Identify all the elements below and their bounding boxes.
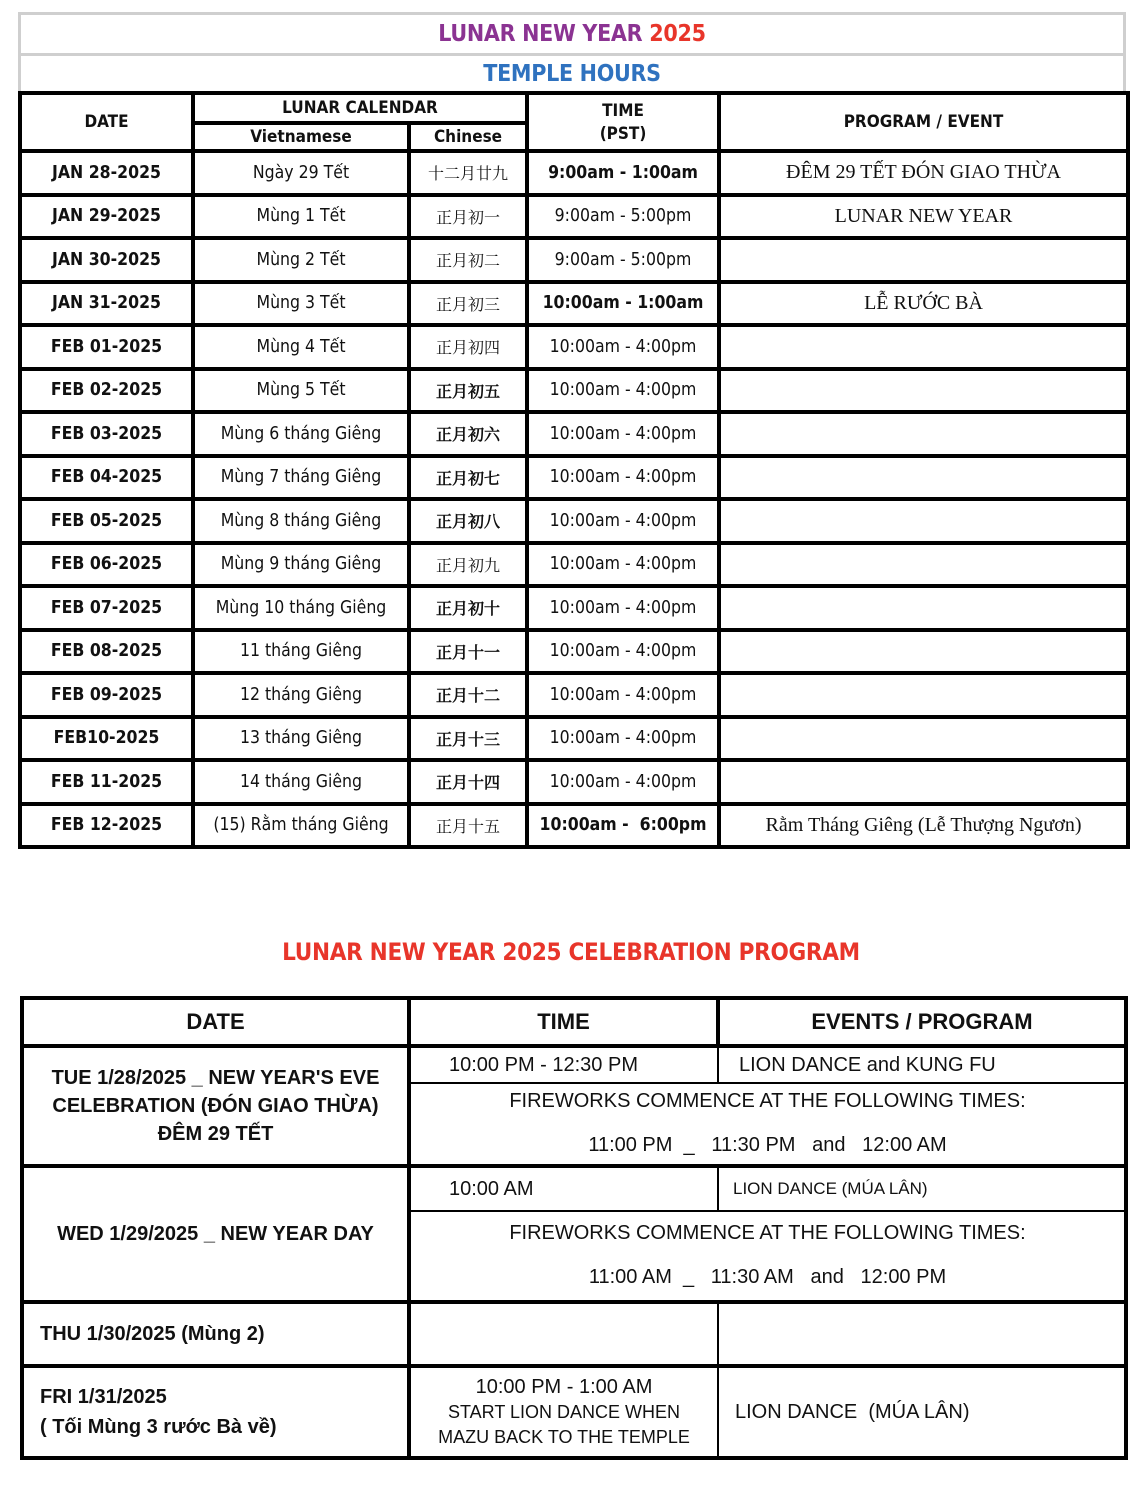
hours-time-cell: 10:00am - 1:00am [527,282,719,326]
hours-row [20,195,1128,239]
subtitle-box [18,53,1126,91]
hours-time-cell: 10:00am - 4:00pm [527,586,719,630]
hours-chinese-cell: 十二月廿九 [409,151,527,195]
program-time-fri-line2: START LION DANCE WHEN [447,1401,681,1422]
hours-event-cell [719,543,1128,587]
hours-time-cell: 9:00am - 1:00am [527,151,719,195]
hours-chinese-cell: 正月初四 [409,325,527,369]
program-event-thu [718,1302,1126,1366]
program-event-fri: LION DANCE (MÚA LÂN) [718,1366,1126,1458]
hours-time-cell: 10:00am - 4:00pm [527,717,719,761]
hours-time-cell: 9:00am - 5:00pm [527,195,719,239]
hours-event-cell: Rằm Tháng Giêng (Lễ Thượng Ngươn) [719,804,1128,848]
hours-date-cell: FEB 07-2025 [20,586,193,630]
hours-chinese-cell: 正月初五 [409,369,527,413]
hours-event-cell: ĐÊM 29 TẾT ĐÓN GIAO THỪA [719,151,1128,195]
temple-hours-subtitle: TEMPLE HOURS [483,60,661,87]
hours-chinese-cell: 正月初十 [409,586,527,630]
hours-vietnamese-cell: Mùng 10 tháng Giêng [193,586,409,630]
program-date-fri [22,1366,409,1458]
hours-chinese-cell: 正月十一 [409,630,527,674]
hours-event-cell [719,717,1128,761]
hours-date-cell: JAN 28-2025 [20,151,193,195]
program-date-tue-line2: CELEBRATION (ĐÓN GIAO THỪA) [52,1095,379,1117]
header-lunar-calendar: LUNAR CALENDAR [193,93,527,123]
hours-time-cell: 10:00am - 4:00pm [527,412,719,456]
hours-vietnamese-cell: Mùng 4 Tết [193,325,409,369]
main-title-box [18,12,1126,53]
hours-row [20,804,1128,848]
program-time-fri-line3: MAZU BACK TO THE TEMPLE [438,1426,690,1447]
hours-date-cell: FEB 04-2025 [20,456,193,500]
hours-vietnamese-cell: 13 tháng Giêng [193,717,409,761]
program-date-tue-line3: ĐÊM 29 TẾT [157,1123,274,1145]
hours-row [20,760,1128,804]
hours-row [20,238,1128,282]
hours-chinese-cell: 正月十二 [409,673,527,717]
hours-time-cell: 10:00am - 4:00pm [527,499,719,543]
fireworks-times-tue: 11:00 PM _ 11:30 PM and 12:00 AM [588,1134,947,1156]
hours-event-cell [719,325,1128,369]
hours-row [20,630,1128,674]
program-date-tue-line1: TUE 1/28/2025 _ NEW YEAR'S EVE [51,1067,380,1089]
program-date-tue [22,1046,409,1166]
header-time-line1: TIME [602,100,644,121]
main-title: LUNAR NEW YEAR [438,21,643,47]
hours-chinese-cell: 正月十三 [409,717,527,761]
program-header-time: TIME [409,998,718,1046]
hours-chinese-cell: 正月十四 [409,760,527,804]
hours-vietnamese-cell: Mùng 7 tháng Giêng [193,456,409,500]
hours-event-cell [719,238,1128,282]
hours-vietnamese-cell: Mùng 9 tháng Giêng [193,543,409,587]
celebration-program-table [20,996,1128,1460]
hours-vietnamese-cell: (15) Rằm tháng Giêng [193,804,409,848]
header-time-line2: (PST) [599,123,647,144]
hours-date-cell: FEB 01-2025 [20,325,193,369]
hours-row [20,673,1128,717]
program-date-wed: WED 1/29/2025 _ NEW YEAR DAY [22,1166,409,1302]
program-header-date: DATE [22,998,409,1046]
hours-date-cell: JAN 31-2025 [20,282,193,326]
hours-row [20,151,1128,195]
hours-vietnamese-cell: 11 tháng Giêng [193,630,409,674]
program-event-wed: LION DANCE (MÚA LÂN) [718,1166,1126,1211]
hours-time-cell: 10:00am - 4:00pm [527,673,719,717]
header-time [527,93,719,151]
hours-time-cell: 9:00am - 5:00pm [527,238,719,282]
hours-row [20,586,1128,630]
hours-chinese-cell: 正月十五 [409,804,527,848]
program-time-thu [409,1302,718,1366]
hours-event-cell [719,586,1128,630]
fireworks-label-tue: FIREWORKS COMMENCE AT THE FOLLOWING TIMES: [509,1090,1026,1112]
hours-time-cell: 10:00am - 6:00pm [527,804,719,848]
hours-vietnamese-cell: Mùng 6 tháng Giêng [193,412,409,456]
program-time-tue: 10:00 PM - 12:30 PM [409,1046,718,1083]
hours-event-cell: LỄ RƯỚC BÀ [719,282,1128,326]
celebration-program-title: LUNAR NEW YEAR 2025 CELEBRATION PROGRAM [282,938,860,966]
hours-event-cell [719,673,1128,717]
hours-event-cell: LUNAR NEW YEAR [719,195,1128,239]
program-row-fri [22,1366,1126,1458]
hours-vietnamese-cell: Mùng 3 Tết [193,282,409,326]
program-header-events: EVENTS / PROGRAM [718,998,1126,1046]
hours-time-cell: 10:00am - 4:00pm [527,760,719,804]
hours-vietnamese-cell: Mùng 1 Tết [193,195,409,239]
hours-time-cell: 10:00am - 4:00pm [527,543,719,587]
header-program-event: PROGRAM / EVENT [719,93,1128,151]
hours-time-cell: 10:00am - 4:00pm [527,630,719,674]
hours-event-cell [719,630,1128,674]
hours-event-cell [719,760,1128,804]
main-title-year: 2025 [649,21,706,47]
hours-chinese-cell: 正月初八 [409,499,527,543]
hours-vietnamese-cell: Mùng 8 tháng Giêng [193,499,409,543]
temple-hours-table [18,91,1130,849]
fireworks-label-wed: FIREWORKS COMMENCE AT THE FOLLOWING TIMES: [509,1222,1026,1244]
hours-vietnamese-cell: Mùng 5 Tết [193,369,409,413]
hours-chinese-cell: 正月初三 [409,282,527,326]
hours-date-cell: FEB 02-2025 [20,369,193,413]
program-time-fri-line1: 10:00 PM - 1:00 AM [475,1375,653,1398]
program-row-tue [22,1046,1126,1083]
program-date-thu: THU 1/30/2025 (Mùng 2) [22,1302,409,1366]
hours-vietnamese-cell: 14 tháng Giêng [193,760,409,804]
program-fireworks-wed [409,1211,1126,1302]
hours-chinese-cell: 正月初六 [409,412,527,456]
temple-hours-section [18,12,1126,849]
hours-chinese-cell: 正月初七 [409,456,527,500]
hours-chinese-cell: 正月初一 [409,195,527,239]
hours-vietnamese-cell: Mùng 2 Tết [193,238,409,282]
header-chinese: Chinese [409,123,527,151]
hours-row [20,369,1128,413]
hours-date-cell: FEB 09-2025 [20,673,193,717]
hours-date-cell: FEB 06-2025 [20,543,193,587]
hours-vietnamese-cell: 12 tháng Giêng [193,673,409,717]
fireworks-times-wed: 11:00 AM _ 11:30 AM and 12:00 PM [588,1266,947,1288]
hours-date-cell: FEB 05-2025 [20,499,193,543]
hours-row [20,282,1128,326]
hours-time-cell: 10:00am - 4:00pm [527,456,719,500]
hours-row [20,717,1128,761]
header-vietnamese: Vietnamese [193,123,409,151]
hours-event-cell [719,456,1128,500]
hours-time-cell: 10:00am - 4:00pm [527,369,719,413]
program-time-fri [409,1366,718,1458]
hours-row [20,325,1128,369]
program-row-wed [22,1166,1126,1211]
program-row-thu [22,1302,1126,1366]
hours-event-cell [719,412,1128,456]
hours-event-cell [719,369,1128,413]
hours-chinese-cell: 正月初九 [409,543,527,587]
hours-date-cell: FEB 12-2025 [20,804,193,848]
hours-row [20,412,1128,456]
program-event-tue: LION DANCE and KUNG FU [718,1046,1126,1083]
hours-date-cell: JAN 29-2025 [20,195,193,239]
header-date: DATE [20,93,193,151]
hours-row [20,456,1128,500]
program-date-fri-line1: FRI 1/31/2025 [40,1386,167,1408]
hours-date-cell: JAN 30-2025 [20,238,193,282]
program-time-wed: 10:00 AM [409,1166,718,1211]
hours-date-cell: FEB 11-2025 [20,760,193,804]
hours-date-cell: FEB 08-2025 [20,630,193,674]
hours-vietnamese-cell: Ngày 29 Tết [193,151,409,195]
program-date-fri-line2: ( Tối Mùng 3 rước Bà về) [40,1416,277,1438]
hours-row [20,499,1128,543]
hours-chinese-cell: 正月初二 [409,238,527,282]
hours-row [20,543,1128,587]
hours-event-cell [719,499,1128,543]
hours-date-cell: FEB 03-2025 [20,412,193,456]
program-fireworks-tue [409,1083,1126,1166]
hours-time-cell: 10:00am - 4:00pm [527,325,719,369]
hours-date-cell: FEB10-2025 [20,717,193,761]
